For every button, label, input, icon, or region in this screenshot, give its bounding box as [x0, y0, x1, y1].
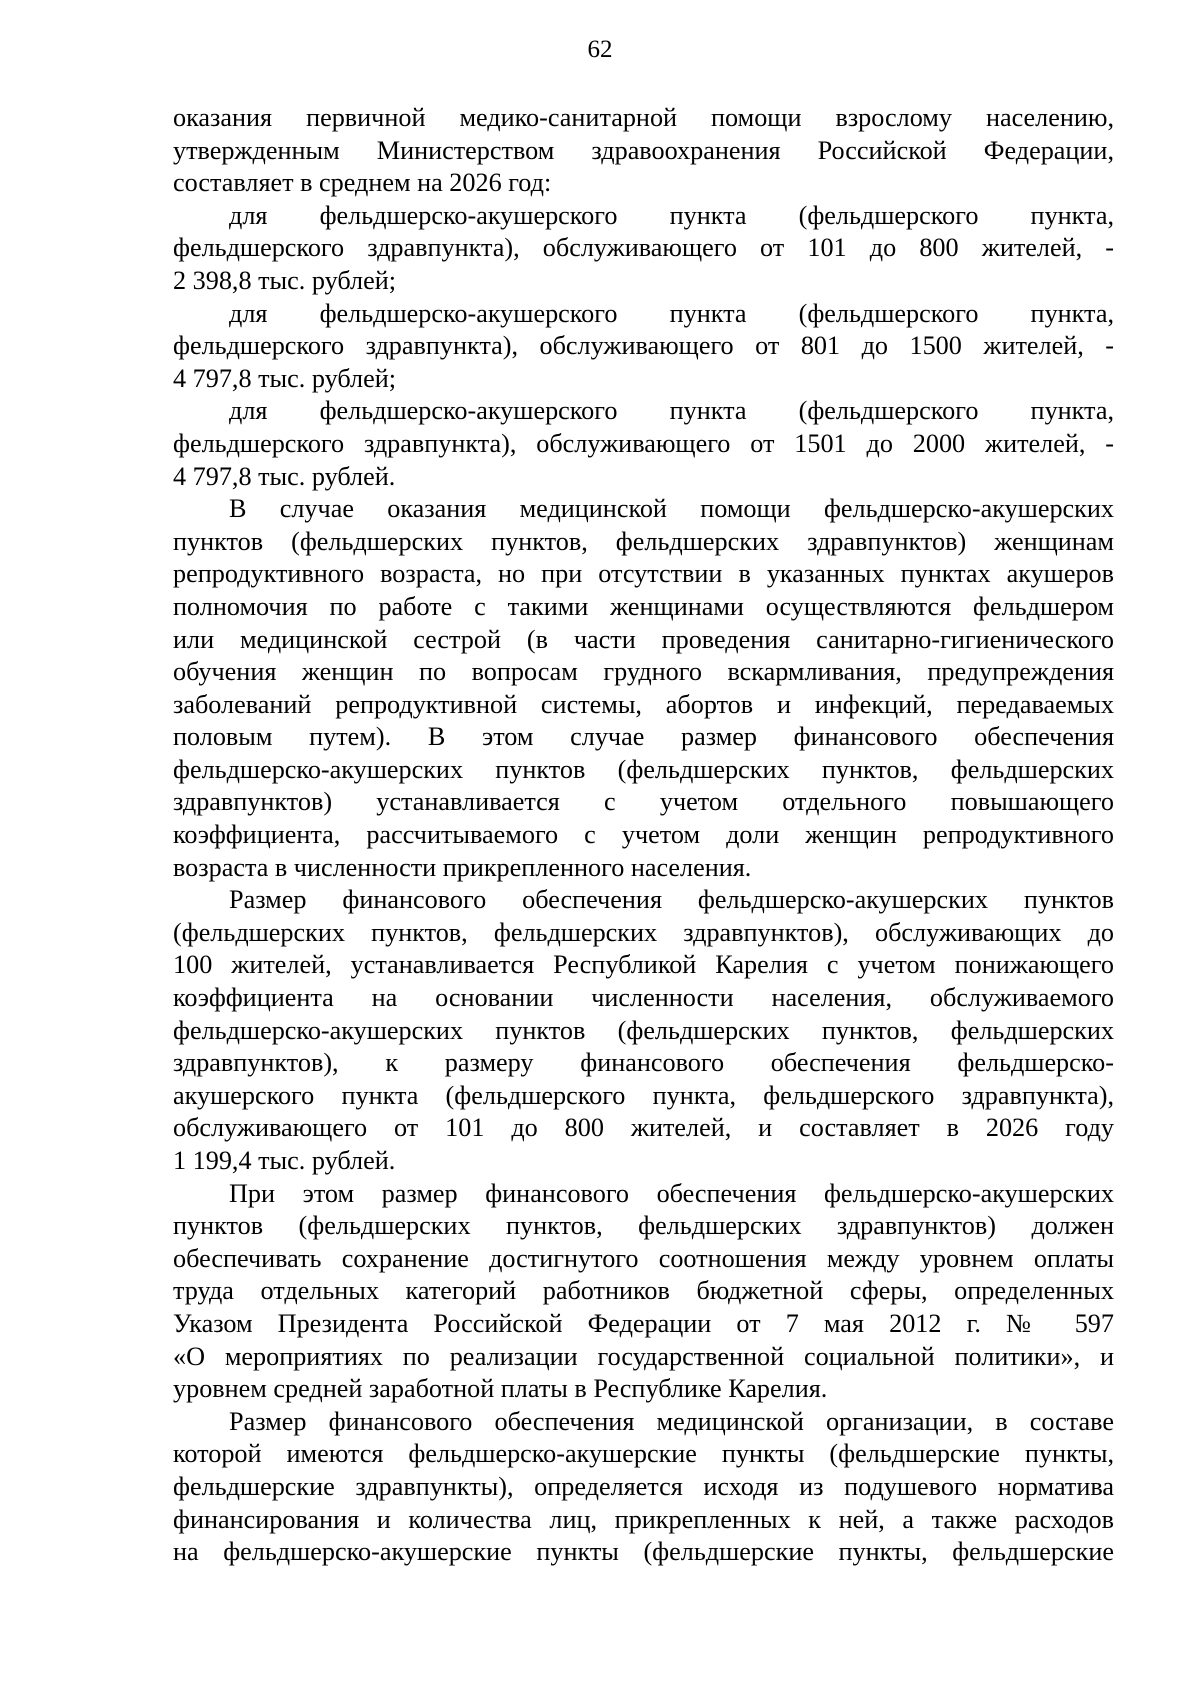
text-line: 4 797,8 тыс. рублей.: [173, 461, 396, 491]
text-line: фельдшерско-акушерских пунктов (фельдшерских пунктов, фельдшерских: [173, 754, 1114, 784]
text-line: фельдшерского здравпункта), обслуживающего от 1501 до 2000 жителей, -: [173, 428, 1114, 458]
text-line: фельдшерские здравпункты), определяется исходя из подушевого норматива: [173, 1471, 1114, 1501]
text-line: Размер финансового обеспечения фельдшерско-акушерских пунктов: [229, 885, 1114, 915]
text-line: фельдшерско-акушерских пунктов (фельдшерских пунктов, фельдшерских: [173, 1015, 1114, 1045]
text-line: коэффициента, рассчитываемого с учетом доли женщин репродуктивного: [173, 820, 1114, 850]
text-line: труда отдельных категорий работников бюджетной сферы, определенных: [173, 1276, 1114, 1306]
text-line: полномочия по работе с такими женщинами осуществляются фельдшером: [173, 591, 1114, 621]
text-line: При этом размер финансового обеспечения фельдшерско-акушерских: [229, 1178, 1114, 1208]
text-line: обслуживающего от 101 до 800 жителей, и составляет в 2026 году: [173, 1113, 1114, 1143]
text-line: В случае оказания медицинской помощи фельдшерско-акушерских: [229, 494, 1114, 524]
text-line: 4 797,8 тыс. рублей;: [173, 363, 397, 393]
text-line: 1 199,4 тыс. рублей.: [173, 1146, 396, 1175]
text-line: акушерского пункта (фельдшерского пункта, фельдшерского здравпункта),: [173, 1080, 1114, 1110]
text-line: фельдшерского здравпункта), обслуживающего от 801 до 1500 жителей, -: [173, 331, 1114, 361]
text-line: фельдшерского здравпункта), обслуживающего от 101 до 800 жителей, -: [173, 233, 1114, 263]
text-line: для фельдшерско-акушерского пункта (фельдшерского пункта,: [229, 200, 1114, 230]
text-line: или медицинской сестрой (в части проведения санитарно-гигиенического: [173, 624, 1114, 654]
text-line: составляет в среднем на 2026 год:: [173, 168, 552, 198]
text-line: (фельдшерских пунктов, фельдшерских здравпунктов), обслуживающих до: [173, 917, 1114, 947]
text-line: 100 жителей, устанавливается Республикой Карелия с учетом понижающего: [173, 950, 1114, 980]
text-line: 2 398,8 тыс. рублей;: [173, 265, 397, 295]
text-line: для фельдшерско-акушерского пункта (фельдшерского пункта,: [229, 298, 1114, 328]
text-line: оказания первичной медико-санитарной помощи взрослому населению,: [173, 103, 1114, 132]
text-line: коэффициента на основании численности населения, обслуживаемого: [173, 983, 1114, 1013]
text-line: заболеваний репродуктивной системы, абортов и инфекций, передаваемых: [173, 689, 1114, 719]
text-line: обучения женщин по вопросам грудного вскармливания, предупреждения: [173, 657, 1114, 687]
text-line: на фельдшерско-акушерские пункты (фельдшерские пункты, фельдшерские: [173, 1537, 1114, 1567]
text-line: уровнем средней заработной платы в Республике Карелия.: [173, 1374, 828, 1404]
text-line: пунктов (фельдшерских пунктов, фельдшерских здравпунктов) женщинам: [173, 526, 1114, 556]
text-line: Указом Президента Российской Федерации от 7 мая 2012 г. № 597: [173, 1308, 1114, 1338]
text-line: «О мероприятиях по реализации государственной социальной политики», и: [173, 1341, 1114, 1371]
document-body: [173, 102, 1114, 1569]
page-number: 62: [587, 36, 613, 63]
text-line: Размер финансового обеспечения медицинской организации, в составе: [229, 1406, 1114, 1436]
text-line: половым путем). В этом случае размер финансового обеспечения: [173, 722, 1114, 752]
text-line: утвержденным Министерством здравоохранения Российской Федерации,: [173, 135, 1114, 165]
text-line: пунктов (фельдшерских пунктов, фельдшерских здравпунктов) должен: [173, 1211, 1114, 1241]
text-line: финансирования и количества лиц, прикрепленных к ней, а также расходов: [173, 1504, 1114, 1534]
text-line: которой имеются фельдшерско-акушерские пункты (фельдшерские пункты,: [173, 1439, 1114, 1469]
text-line: для фельдшерско-акушерского пункта (фельдшерского пункта,: [229, 396, 1114, 426]
text-line: здравпунктов), к размеру финансового обеспечения фельдшерско-: [173, 1048, 1114, 1078]
text-line: обеспечивать сохранение достигнутого соотношения между уровнем оплаты: [173, 1243, 1114, 1273]
text-line: здравпунктов) устанавливается с учетом отдельного повышающего: [173, 787, 1114, 817]
text-line: возраста в численности прикрепленного населения.: [173, 852, 752, 882]
text-line: репродуктивного возраста, но при отсутствии в указанных пунктах акушеров: [173, 559, 1114, 589]
